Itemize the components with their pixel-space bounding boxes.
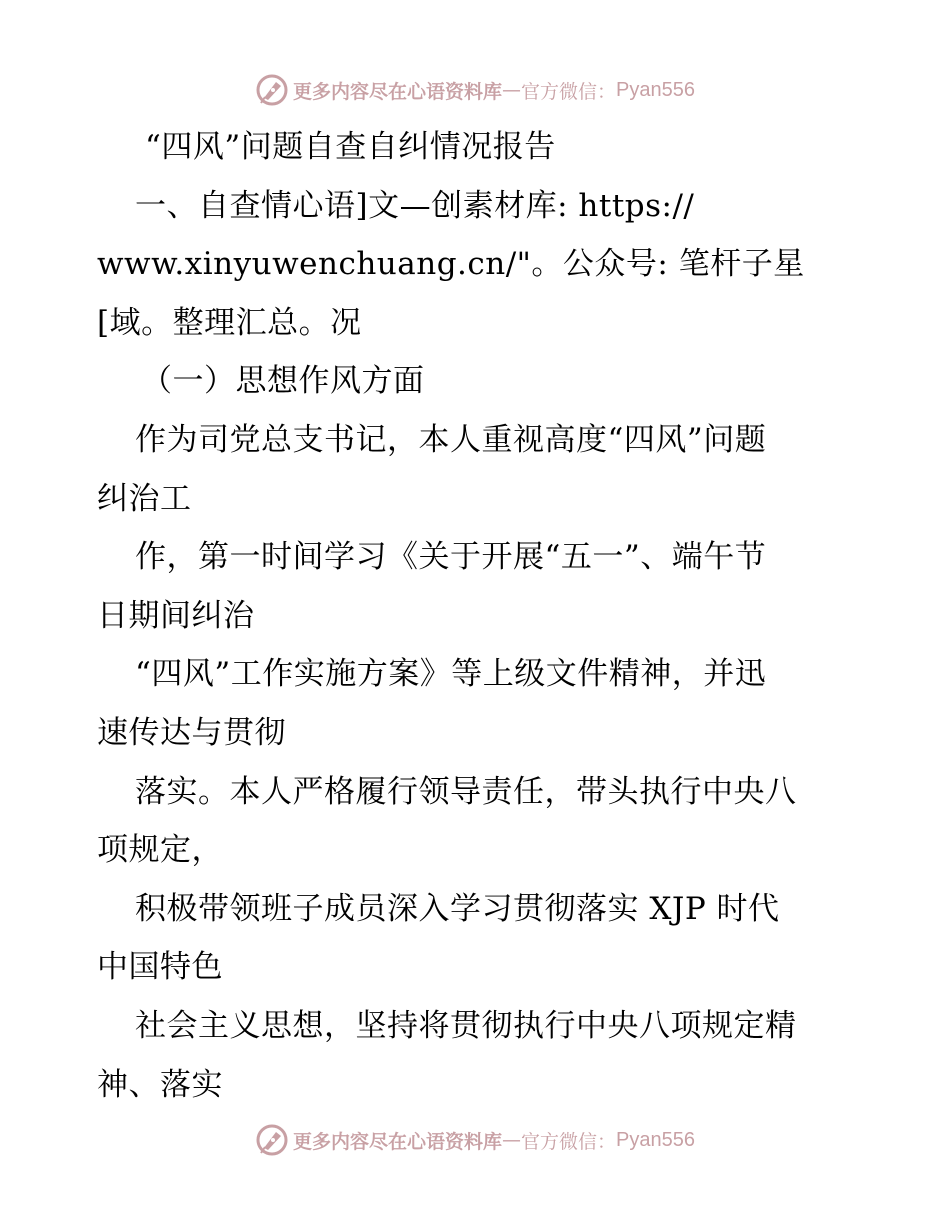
paragraph-line: 项规定， bbox=[97, 832, 223, 869]
paragraph-line: 落实。本人严格履行领导责任，带头执行中央八 bbox=[135, 773, 797, 810]
paragraph-line: 纠治工 bbox=[97, 480, 192, 517]
header-watermark bbox=[0, 70, 950, 110]
paragraph-line: 作为司党总支书记，本人重视高度“四风”问题 bbox=[135, 421, 767, 458]
paragraph-line: 日期间纠治 bbox=[97, 597, 255, 634]
section-heading: （一）思想作风方面 bbox=[141, 363, 425, 400]
document-body bbox=[97, 118, 867, 1114]
watermark-separator: — bbox=[502, 79, 522, 101]
watermark-contact-label: 官方微信： bbox=[521, 80, 617, 103]
paragraph-line: [域。整理汇总。况 bbox=[97, 304, 362, 341]
paragraph-line: www.xinyuwenchuang.cn/"。公众号: 笔杆子星 bbox=[97, 246, 805, 283]
paragraph-line: 积极带领班子成员深入学习贯彻落实 XJP 时代 bbox=[135, 890, 780, 927]
document-title: “四风”问题自查自纠情况报告 bbox=[145, 129, 556, 165]
watermark-brand: 更多内容尽在心语资料库 bbox=[293, 80, 503, 103]
paragraph-line: 社会主义思想，坚持将贯彻执行中央八项规定精 bbox=[135, 1007, 797, 1044]
paragraph-line: 中国特色 bbox=[97, 949, 223, 986]
watermark-separator: — bbox=[502, 1129, 522, 1151]
paragraph-line: 神、落实 bbox=[97, 1066, 223, 1103]
footer-watermark bbox=[0, 1120, 950, 1160]
paragraph-line: 作，第一时间学习《关于开展“五一”、端午节 bbox=[135, 539, 767, 576]
paragraph-line: 一、自查情心语]文—创素材库: https:// bbox=[135, 187, 695, 224]
watermark-brand: 更多内容尽在心语资料库 bbox=[293, 1130, 503, 1153]
watermark-contact-label: 官方微信： bbox=[521, 1130, 617, 1153]
pen-nib-circle-icon bbox=[255, 1123, 289, 1157]
paragraph-line: “四风”工作实施方案》等上级文件精神，并迅 bbox=[135, 656, 767, 693]
paragraph-line: 速传达与贯彻 bbox=[97, 714, 286, 751]
watermark-wechat-id: Pyan556 bbox=[616, 1128, 695, 1151]
watermark-wechat-id: Pyan556 bbox=[616, 78, 695, 101]
pen-nib-circle-icon bbox=[255, 73, 289, 107]
